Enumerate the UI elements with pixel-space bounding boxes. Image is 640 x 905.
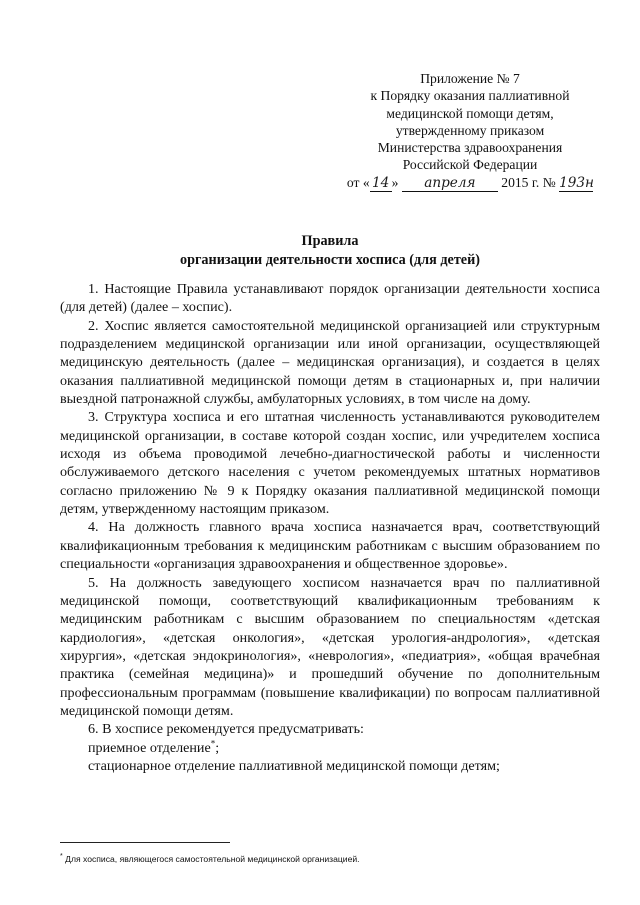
paragraph-1: 1. Настоящие Правила устанавливают порядок организации деятельности хосписа (для детей) (далее – хоспис). — [60, 281, 600, 316]
paragraph-3: 3. Структура хосписа и его штатная численность устанавливаются руководителем медицинской организации, в составе которой создан хоспис, или учредителем хосписа исходя из объема проводимой лечебно-диагностической работы и численности обслуживаемого детского населения с учетом рекомендуемых штатных нормативов согласно приложению № 9 к Порядку оказания паллиативной медицинской помощи детям, утвержденному настоящим приказом. — [60, 409, 600, 518]
document-title — [60, 232, 600, 269]
date-year: 2015 г. № — [501, 174, 556, 190]
header-line: утвержденному приказом — [395, 122, 545, 138]
list-item-admission — [60, 739, 600, 757]
title-line-1: Правила — [301, 233, 359, 249]
handwritten-order-number: 193н — [559, 174, 594, 191]
header-line: медицинской помощи детям, — [386, 105, 554, 121]
paragraph-6: 6. В хосписе рекомендуется предусматривать: — [88, 721, 364, 738]
paragraph-5: 5. На должность заведующего хосписом назначается врач по паллиативной медицинской помощи, соответствующий квалификационным требованиям к медицинским работникам с высшим образованием по специальностям «детская кардиология», «детская онкология», «детская урология-андрология», «детская хирургия», «детская эндокринология», «неврология», «педиатрия», «общая врачебная практика (семейная медицина)» и прошедший обучение по дополнительным профессиональным программам (повышение квалификации) по вопросам паллиативной медицинской помощи детям. — [60, 574, 600, 719]
title-line-2: организации деятельности хосписа (для детей) — [180, 251, 480, 268]
order-date-line — [335, 174, 605, 192]
handwritten-month: апреля — [402, 176, 498, 192]
date-mid: » — [391, 174, 399, 190]
header-line: Российской Федерации — [402, 157, 538, 173]
paragraph-2: 2. Хоспис является самостоятельной медицинской организацией или структурным подразделением медицинской организации или иной организации, осуществляющей медицинскую деятельность (далее – медицинская организация), и создается в целях оказания паллиативной медицинской помощи детям в стационарных и, при наличии выездной патронажной службы, амбулаторных условиях, в том числе на дому. — [60, 317, 600, 408]
footnote-reference: * — [210, 737, 216, 748]
header-line: Приложение № 7 — [420, 71, 520, 86]
header-line: к Порядку оказания паллиативной — [370, 88, 570, 104]
footnote-divider — [60, 842, 230, 843]
footnote-text: Для хосписа, являющегося самостоятельной медицинской организацией. — [65, 853, 360, 864]
list-item-admission-text: приемное отделение — [88, 739, 211, 756]
paragraph-4: 4. На должность главного врача хосписа назначается врач, соответствующий квалификационным требования к медицинским работникам с высшим образованием по специальности «организация здравоохранения и общественное здоровье». — [60, 519, 600, 573]
footnote — [60, 851, 600, 865]
list-item-admission-end: ; — [215, 739, 220, 756]
appendix-header — [335, 70, 605, 192]
document-body — [60, 280, 600, 775]
header-line: Министерства здравоохранения — [377, 140, 563, 156]
list-item-inpatient: стационарное отделение паллиативной медицинской помощи детям; — [88, 757, 500, 774]
handwritten-day: 14 — [370, 176, 392, 192]
date-prefix: от « — [346, 174, 370, 190]
footnote-mark: * — [60, 853, 63, 860]
